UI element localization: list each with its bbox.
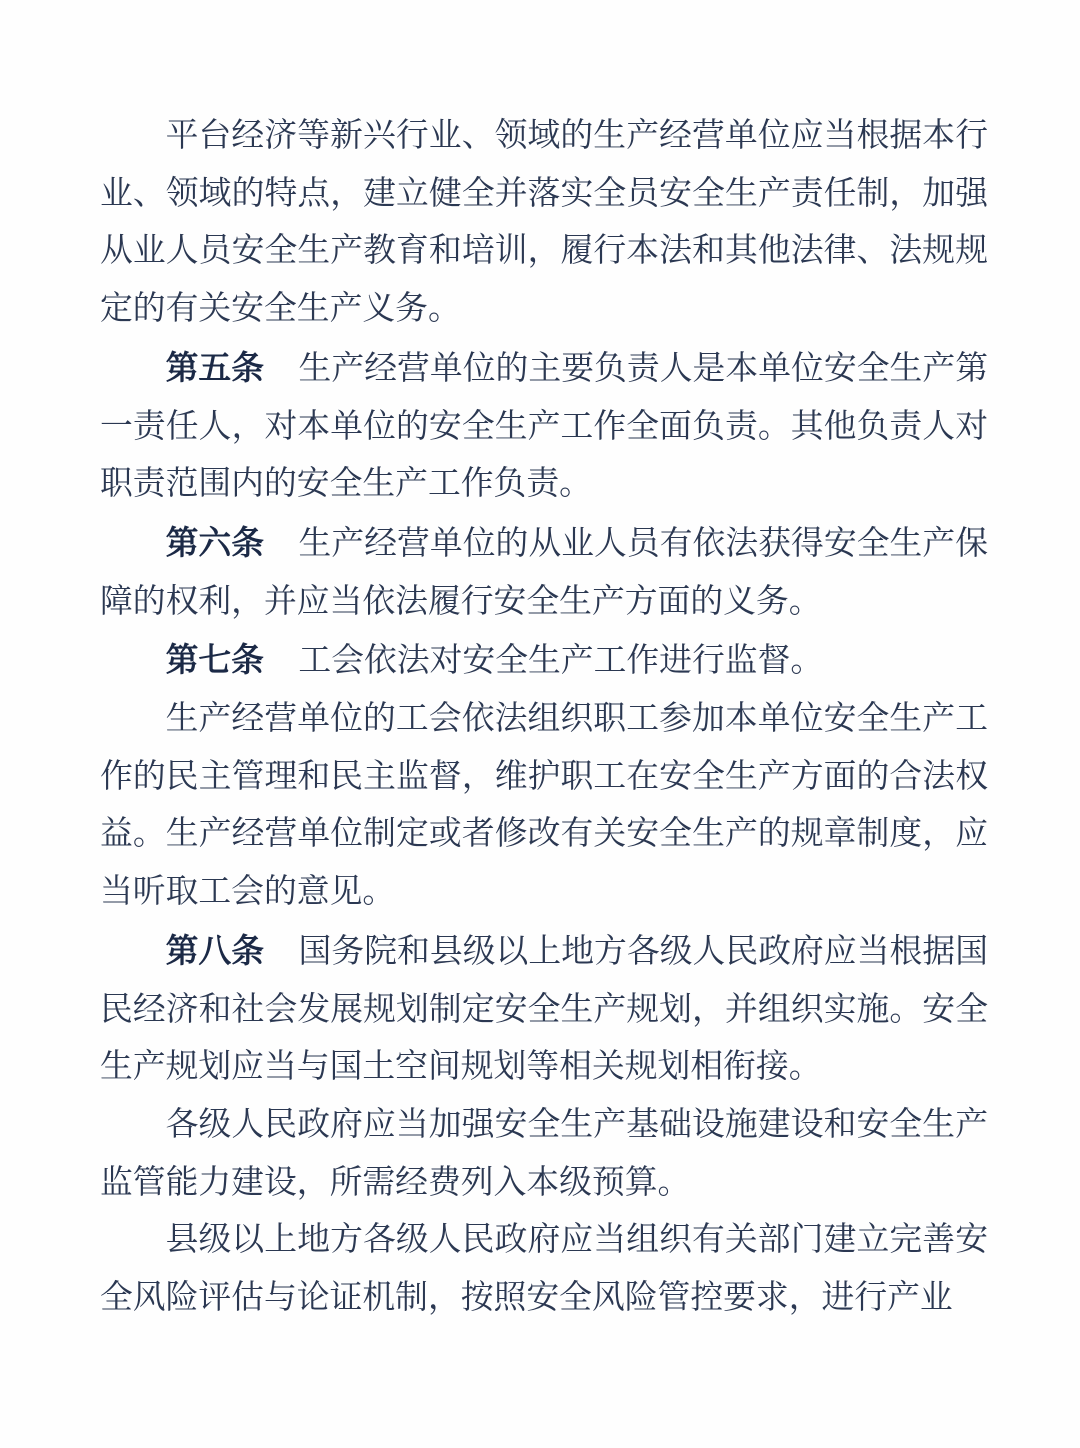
paragraph-text: 平台经济等新兴行业、领域的生产经营单位应当根据本行业、领域的特点，建立健全并落实全员安全生产责任制，加强从业人员安全生产教育和培训，履行本法和其他法律、法规规定的有关安全生产义务。 [100, 118, 988, 328]
paragraph [100, 922, 988, 1097]
paragraph [100, 514, 988, 631]
paragraph [100, 339, 988, 514]
paragraph [100, 1097, 988, 1212]
article-number: 第五条 [165, 348, 265, 386]
article-number: 第六条 [165, 523, 265, 561]
document-text-block [100, 108, 988, 1328]
paragraph [100, 1212, 988, 1327]
paragraph-text: 生产经营单位的从业人员有依法获得安全生产保障的权利，并应当依法履行安全生产方面的义务。 [100, 525, 989, 620]
article-number: 第七条 [165, 641, 264, 679]
paragraph-text: 生产经营单位的工会依法组织职工参加本单位安全生产工作的民主管理和民主监督，维护职工在安全生产方面的合法权益。生产经营单位制定或者修改有关安全生产的规章制度，应当听取工会的意见。 [100, 701, 988, 911]
paragraph-text: 工会依法对安全生产工作进行监督。 [298, 643, 824, 680]
paragraph-text: 各级人民政府应当加强安全生产基础设施建设和安全生产监管能力建设，所需经费列入本级预算。 [100, 1106, 988, 1201]
paragraph-text: 生产经营单位的主要负责人是本单位安全生产第一责任人，对本单位的安全生产工作全面负责。其他负责人对职责范围内的安全生产工作负责。 [100, 350, 989, 503]
paragraph [100, 631, 988, 691]
article-number: 第八条 [165, 931, 265, 969]
paragraph [100, 691, 988, 922]
paragraph [100, 108, 988, 339]
paragraph-text: 县级以上地方各级人民政府应当组织有关部门建立完善安全风险评估与论证机制，按照安全风险管控要求，进行产业 [100, 1222, 988, 1317]
paragraph-text: 国务院和县级以上地方各级人民政府应当根据国民经济和社会发展规划制定安全生产规划，并组织实施。安全生产规划应当与国土空间规划等相关规划相衔接。 [100, 933, 989, 1086]
